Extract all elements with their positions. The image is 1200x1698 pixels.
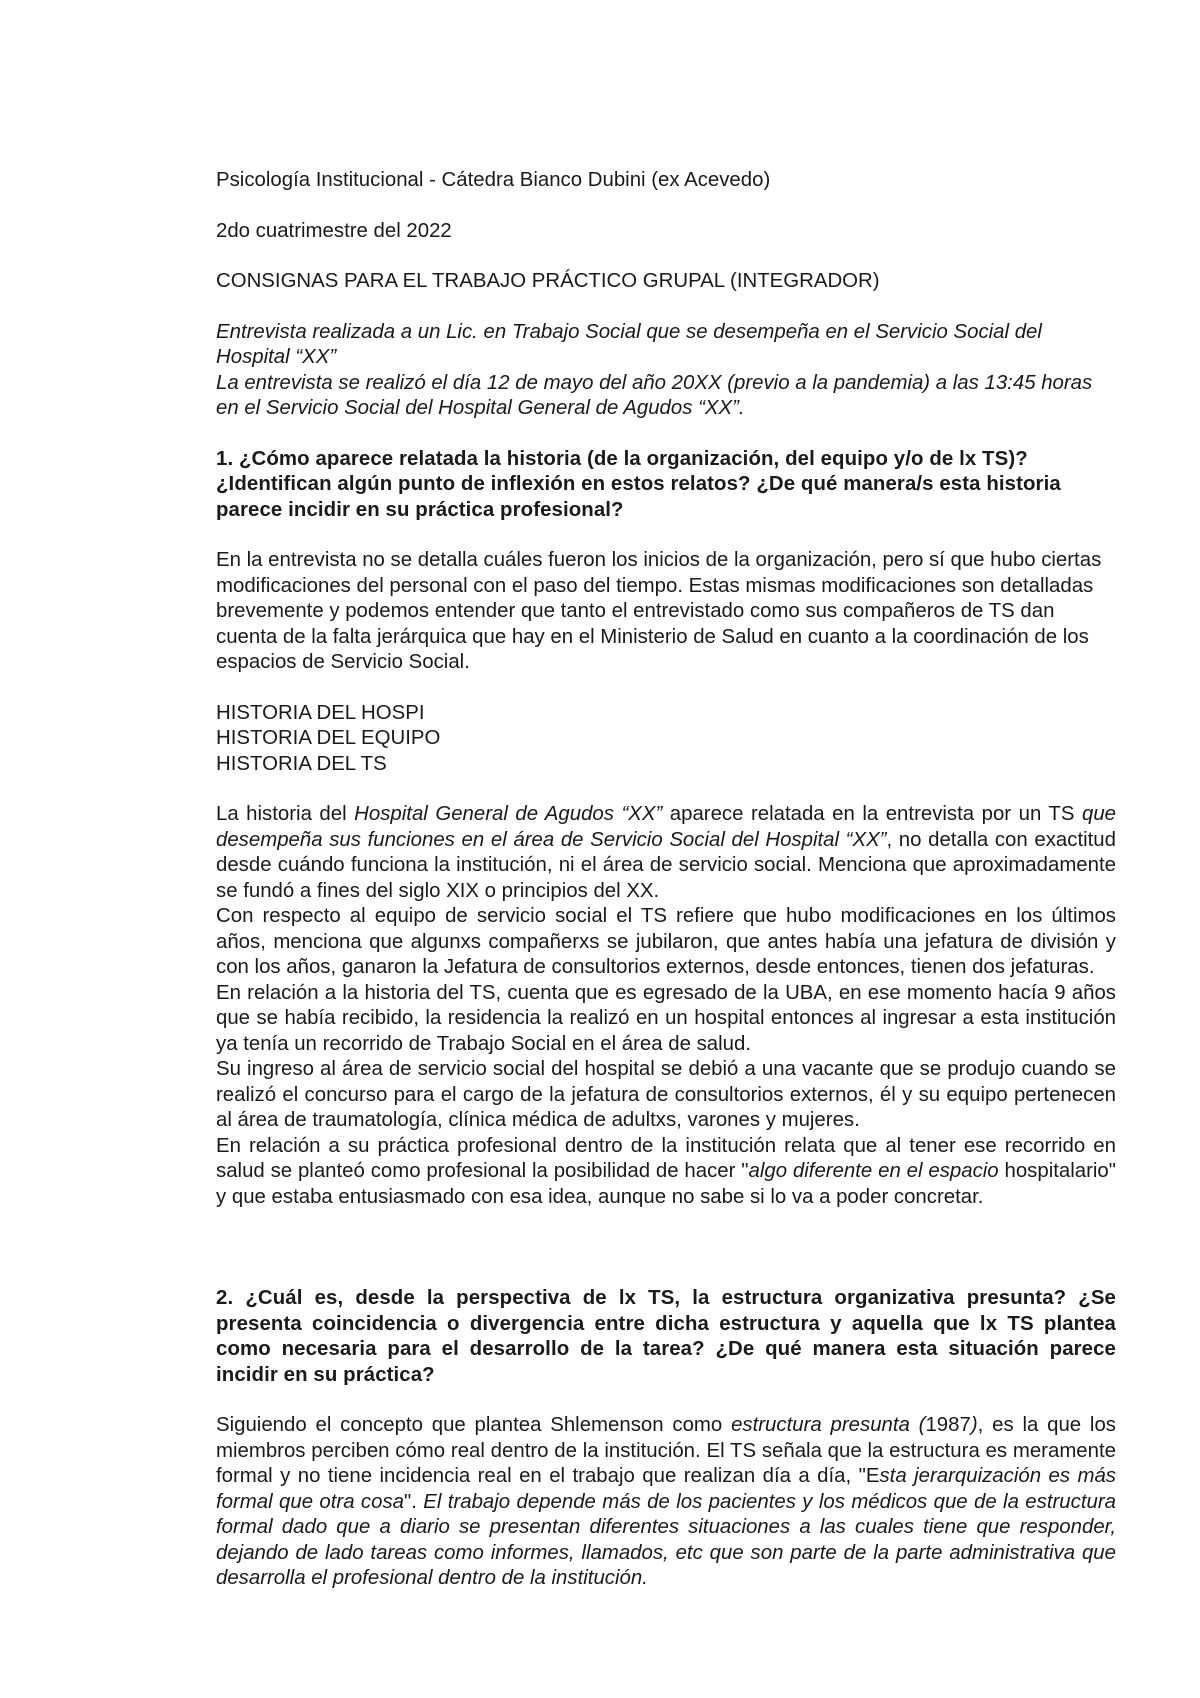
heading-ts-history: HISTORIA DEL TS bbox=[216, 752, 387, 775]
answer-2: Siguiendo el concepto que plantea Shlemenson como estructura presunta (1987), es la que los miembros perciben cómo real dentro de la institución. El TS señala que la estructura es meramente formal y no tiene incidencia real en el trabajo que realizan día a día, "Esta jerarquización es más formal que otra cosa". El trabajo depende más de los pacientes y los médicos que de la estructura formal dado que a diario se presentan diferentes situaciones a las cuales tiene que responder, dejando de lado tareas como informes, llamados, etc que son parte de la parte administrativa que desarrolla el profesional dentro de la institución. bbox=[216, 1414, 1116, 1589]
answer-1-paragraph-team: Con respecto al equipo de servicio social el TS refiere que hubo modificaciones en los últimos años, menciona que algunxs compañerxs se jubilaron, que antes había una jefatura de división y con los años, ganaron la Jefatura de consultorios externos, desde entonces, tienen dos jefaturas. bbox=[216, 905, 1116, 978]
answer-1-paragraph-entry: Su ingreso al área de servicio social del hospital se debió a una vacante que se produjo cuando se realizó el concurso para el cargo de la jefatura de consultorios externos, él y su equipo pertenecen al área de traumatología, clínica médica de adultxs, varones y mujeres. bbox=[216, 1058, 1116, 1131]
answer-1-paragraph-ts: En relación a la historia del TS, cuenta que es egresado de la UBA, en ese momento hacía 9 años que se había recibido, la residencia la realizó en un hospital entonces al ingresar a esta institución ya tenía un recorrido de Trabajo Social en el área de salud. bbox=[216, 981, 1116, 1055]
history-headings bbox=[216, 701, 1116, 778]
answer-1-paragraph-practice: En relación a su práctica profesional dentro de la institución relata que al tener ese recorrido en salud se planteó como profesional la posibilidad de hacer "algo diferente en el espacio hospitalario" y que estaba entusiasmado con esa idea, aunque no sabe si lo va a poder concretar. bbox=[216, 1134, 1117, 1208]
course-title: Psicología Institucional - Cátedra Bianco Dubini (ex Acevedo) bbox=[216, 169, 771, 191]
question-1: 1. ¿Cómo aparece relatada la historia (de la organización, del equipo y/o de lx TS)? ¿Identifican algún punto de inflexión en estos relatos? ¿De qué manera/s esta historia parece incidir en su práctica profesional? bbox=[216, 447, 1061, 521]
answer-1-body bbox=[216, 802, 1116, 1210]
heading-team-history: HISTORIA DEL EQUIPO bbox=[216, 727, 441, 749]
assignment-title: CONSIGNAS PARA EL TRABAJO PRÁCTICO GRUPAL (INTEGRADOR) bbox=[216, 270, 880, 292]
intro-line-2: La entrevista se realizó el día 12 de mayo del año 20XX (previo a la pandemia) a las 13:45 horas en el Servicio Social del Hospital General de Agudos “XX”. bbox=[216, 371, 1093, 419]
answer-1-paragraph-hospital: La historia del Hospital General de Agudos “XX” aparece relatada en la entrevista por un TS que desempeña sus funciones en el área de Servicio Social del Hospital “XX”, no detalla con exactitud desde cuándo funciona la institución, ni el área de servicio social. Menciona que aproximadamente se fundó a fines del siglo XIX o principios del XX. bbox=[216, 803, 1117, 902]
heading-hospital-history: HISTORIA DEL HOSPI bbox=[216, 701, 425, 724]
question-2: 2. ¿Cuál es, desde la perspectiva de lx TS, la estructura organizativa presunta? ¿Se presenta coincidencia o divergencia entre dicha estructura y aquella que lx TS plantea como necesaria para el desarrollo de la tarea? ¿De qué manera esta situación parece incidir en su práctica? bbox=[216, 1287, 1116, 1386]
intro-line-1: Entrevista realizada a un Lic. en Trabajo Social que se desempeña en el Servicio Social del Hospital “XX” bbox=[216, 320, 1042, 368]
document-page bbox=[216, 168, 1116, 1592]
interview-intro bbox=[216, 320, 1116, 422]
term-line: 2do cuatrimestre del 2022 bbox=[216, 219, 452, 242]
answer-1-intro: En la entrevista no se detalla cuáles fueron los inicios de la organización, pero sí que hubo ciertas modificaciones del personal con el paso del tiempo. Estas mismas modificaciones son detalladas brevemente y podemos entender que tanto el entrevistado como sus compañeros de TS dan cuenta de la falta jerárquica que hay en el Ministerio de Salud en cuanto a la coordinación de los espacios de Servicio Social. bbox=[216, 549, 1102, 673]
